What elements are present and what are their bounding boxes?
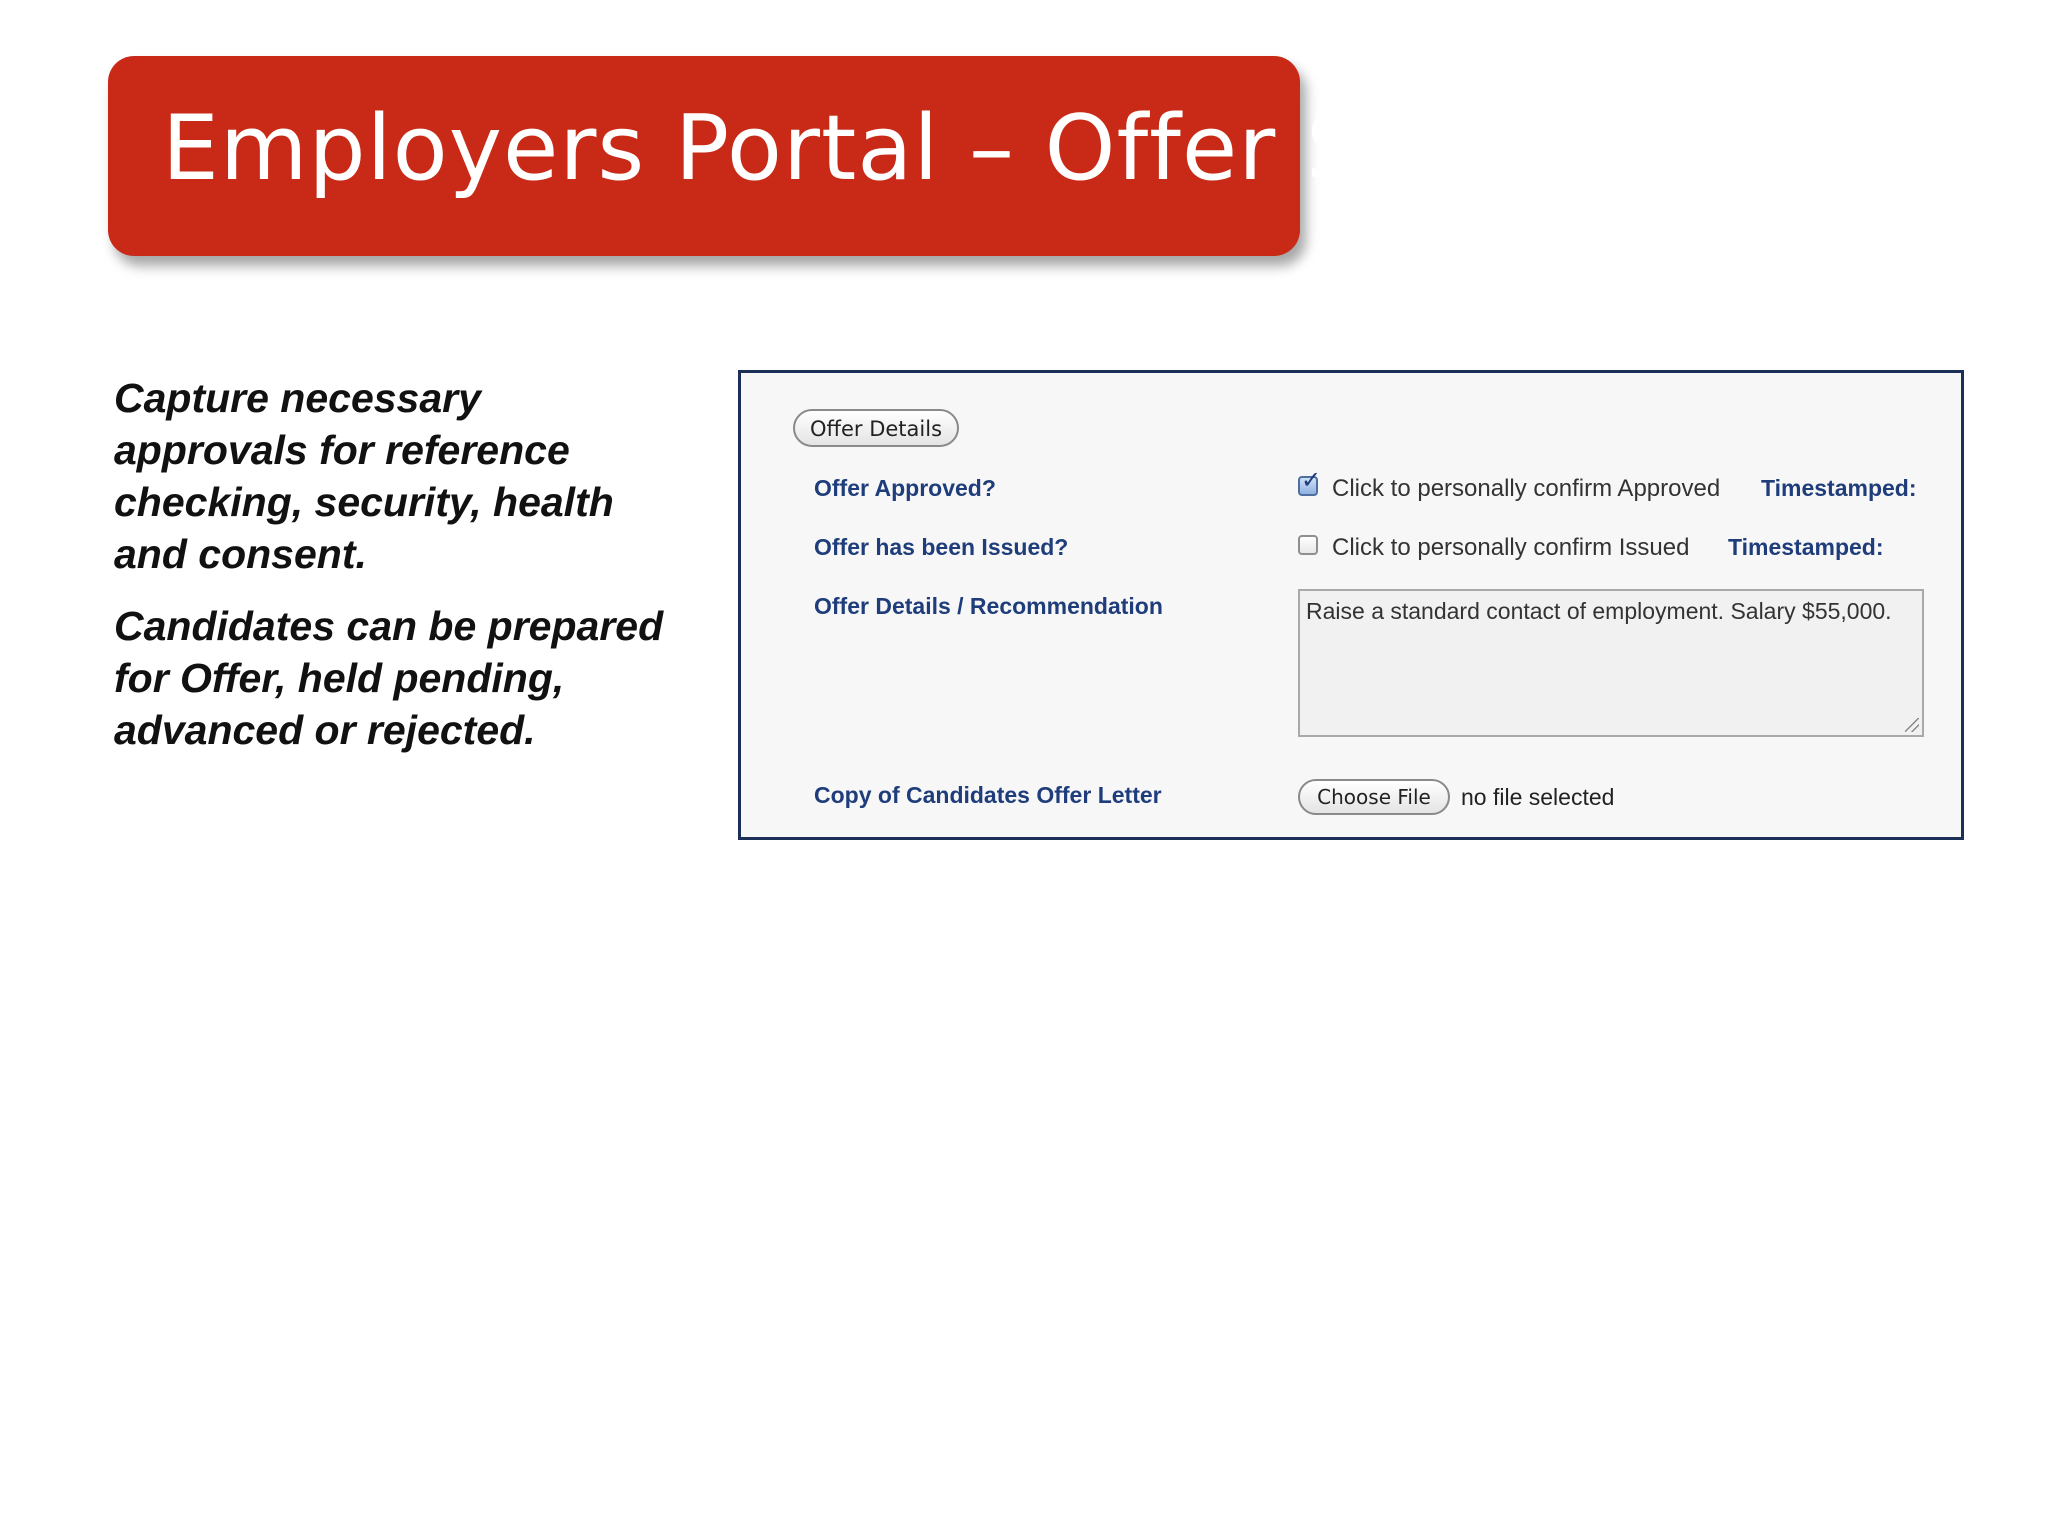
offer-issued-checkbox[interactable] — [1298, 535, 1318, 555]
resize-grip-icon[interactable] — [1905, 718, 1919, 732]
offer-issued-confirm-text: Click to personally confirm Issued — [1332, 534, 1690, 561]
offer-details-label: Offer Details / Recommendation — [814, 593, 1163, 619]
offer-approved-confirm-text: Click to personally confirm Approved — [1332, 475, 1721, 502]
choose-file-button[interactable]: Choose File — [1298, 779, 1450, 815]
checkmark-icon: ✓ — [1301, 466, 1322, 494]
offer-approved-label: Offer Approved? — [814, 475, 996, 501]
slide-title: Employers Portal – Offer Stage — [162, 96, 1571, 201]
offer-details-tab[interactable]: Offer Details — [793, 409, 959, 447]
description-paragraph-1: Capture necessary approvals for reference checking, security, health and consent. — [114, 375, 614, 577]
offer-details-panel — [738, 370, 1964, 840]
offer-details-value: Raise a standard contact of employment. Salary $55,000. — [1306, 598, 1892, 624]
offer-letter-label: Copy of Candidates Offer Letter — [814, 782, 1162, 808]
offer-approved-timestamp-label: Timestamped: — [1761, 475, 1917, 501]
description-paragraph-2: Candidates can be prepared for Offer, held pending, advanced or rejected. — [114, 603, 664, 753]
offer-details-textarea[interactable] — [1298, 589, 1924, 737]
offer-issued-timestamp-label: Timestamped: — [1728, 534, 1884, 560]
slide-description — [114, 372, 674, 776]
file-status-text: no file selected — [1461, 784, 1615, 810]
title-banner — [108, 56, 1571, 256]
offer-approved-checkbox[interactable] — [1298, 466, 1322, 496]
offer-issued-label: Offer has been Issued? — [814, 534, 1069, 560]
